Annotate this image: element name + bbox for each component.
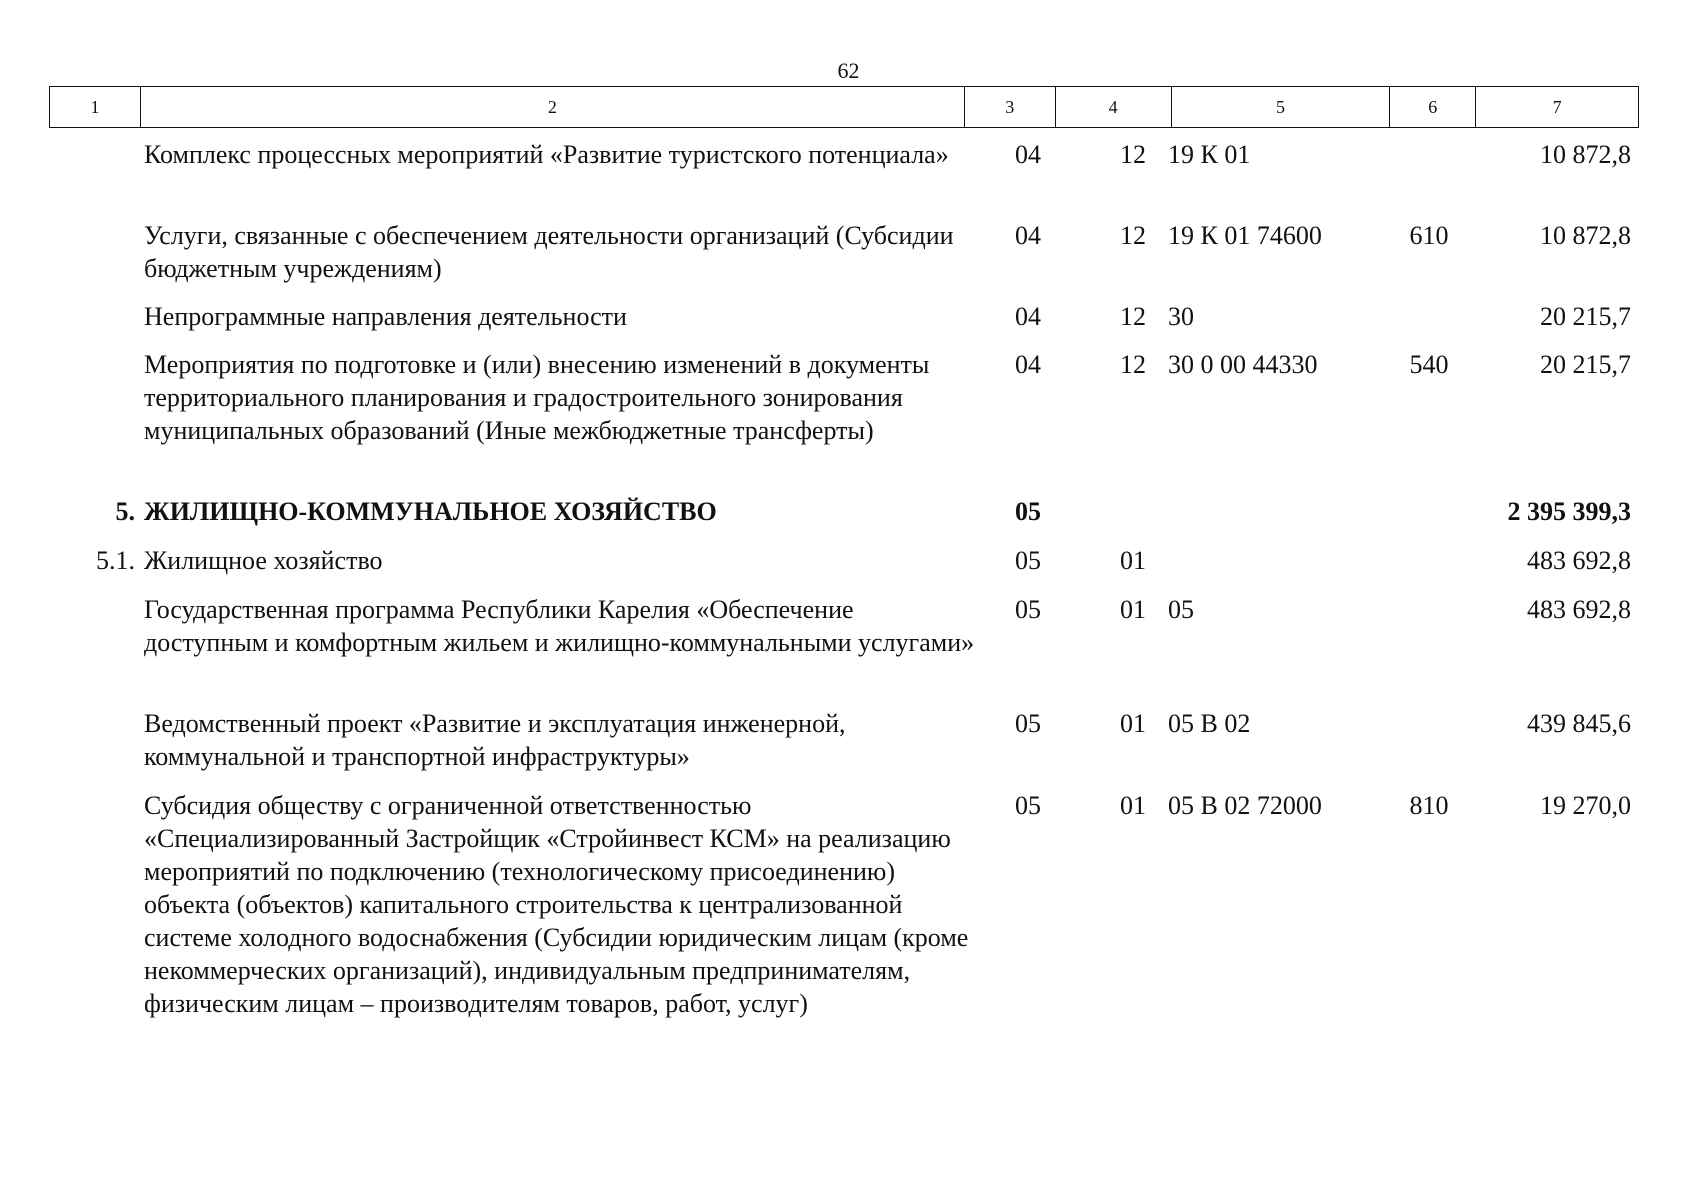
row-subsection-code: 12 — [1120, 350, 1146, 379]
row-amount: 10 872,8 — [1540, 221, 1631, 250]
row-subsection-code: 12 — [1120, 221, 1146, 250]
row-target-article: 05 В 02 72000 — [1168, 791, 1322, 820]
row-section-code: 05 — [1015, 791, 1041, 820]
row-name: Непрограммные направления деятельности — [144, 302, 627, 331]
row-target-article: 05 — [1168, 595, 1194, 624]
row-subsection-code: 01 — [1120, 546, 1146, 575]
row-number: 5. — [115, 497, 135, 526]
row-amount: 2 395 399,3 — [1507, 497, 1631, 526]
table-header-cell: 5 — [1172, 87, 1391, 127]
row-subsection-code: 01 — [1120, 595, 1146, 624]
row-name: Услуги, связанные с обеспечением деятельности организаций (Субсидии бюджетным учреждениям) — [144, 221, 954, 283]
row-section-code: 04 — [1015, 140, 1041, 169]
row-section-code: 05 — [1015, 709, 1041, 738]
row-target-article: 05 В 02 — [1168, 709, 1251, 738]
row-section-code: 04 — [1015, 302, 1041, 331]
row-number: 5.1. — [96, 546, 135, 575]
row-target-article: 19 К 01 — [1168, 140, 1251, 169]
row-subsection-code: 12 — [1120, 140, 1146, 169]
row-name: Жилищное хозяйство — [144, 546, 383, 575]
row-section-code: 04 — [1015, 221, 1041, 250]
row-expense-type: 810 — [1409, 791, 1449, 820]
row-expense-type: 540 — [1409, 350, 1449, 379]
row-name: Мероприятия по подготовке и (или) внесению изменений в документы территориального планирования и градостроительного зонирования муниципальных образований (Иные межбюджетные трансферты) — [144, 350, 930, 445]
table-header-row — [49, 86, 1639, 128]
row-section-code: 04 — [1015, 350, 1041, 379]
row-name: ЖИЛИЩНО-КОММУНАЛЬНОЕ ХОЗЯЙСТВО — [144, 497, 717, 526]
row-amount: 10 872,8 — [1540, 140, 1631, 169]
row-amount: 19 270,0 — [1540, 791, 1631, 820]
row-amount: 483 692,8 — [1527, 546, 1631, 575]
row-name: Субсидия обществу с ограниченной ответственностью «Специализированный Застройщик «Стройинвест КСМ» на реализацию мероприятий по подключению (технологическому присоединению) объекта (объектов) капитального строительства к централизованной системе холодного водоснабжения (Субсидии юридическим лицам (кроме некоммерческих организаций), индивидуальным предпринимателям, физическим лицам – производителям товаров, работ, услуг) — [144, 791, 969, 1018]
row-name: Комплекс процессных мероприятий «Развитие туристского потенциала» — [144, 140, 949, 169]
row-name: Ведомственный проект «Развитие и эксплуатация инженерной, коммунальной и транспортной инфраструктуры» — [144, 709, 846, 771]
row-section-code: 05 — [1015, 497, 1041, 526]
table-header-cell: 7 — [1552, 97, 1562, 117]
row-expense-type: 610 — [1409, 221, 1449, 250]
table-header-cell: 2 — [141, 87, 965, 127]
row-target-article: 19 К 01 74600 — [1168, 221, 1322, 250]
row-amount: 20 215,7 — [1540, 302, 1631, 331]
row-subsection-code: 12 — [1120, 302, 1146, 331]
table-header-cell: 1 — [50, 87, 141, 127]
row-amount: 483 692,8 — [1527, 595, 1631, 624]
row-section-code: 05 — [1015, 595, 1041, 624]
row-subsection-code: 01 — [1120, 791, 1146, 820]
page-number: 62 — [837, 58, 860, 83]
row-amount: 439 845,6 — [1527, 709, 1631, 738]
row-amount: 20 215,7 — [1540, 350, 1631, 379]
row-target-article: 30 — [1168, 302, 1194, 331]
row-section-code: 05 — [1015, 546, 1041, 575]
table-header-cell: 6 — [1390, 87, 1476, 127]
row-name: Государственная программа Республики Карелия «Обеспечение доступным и комфортным жильем и жилищно-коммунальными услугами» — [144, 595, 975, 657]
row-target-article: 30 0 00 44330 — [1168, 350, 1318, 379]
table-header-cell: 4 — [1056, 87, 1172, 127]
row-subsection-code: 01 — [1120, 709, 1146, 738]
table-header-cell: 3 — [965, 87, 1056, 127]
